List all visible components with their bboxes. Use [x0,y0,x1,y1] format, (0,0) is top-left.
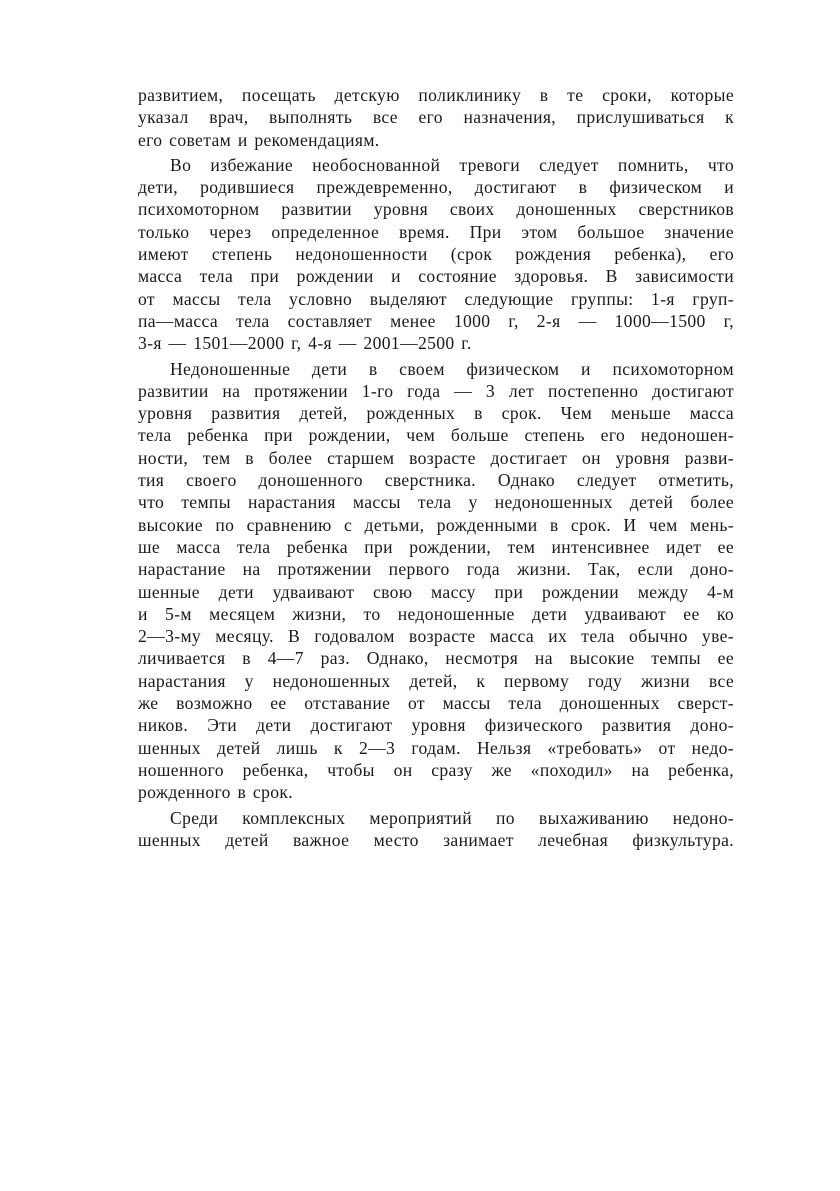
text-line: Недоношенные дети в своем физическом и психомоторном [170,358,734,379]
text-line: имеют степень недоношенности (срок рождения ребенка), его [138,244,734,265]
paragraph [138,807,734,852]
text-line: тела ребенка при рождении, чем больше степень его недоношен- [138,425,734,446]
text-line: масса тела при рождении и состояние здоровья. В зависимости [138,266,734,287]
text-line: что темпы нарастания массы тела у недоношенных детей более [138,492,734,513]
text-line: уровня развития детей, рожденных в срок. Чем меньше масса [138,403,734,424]
paragraph [138,84,734,151]
text-line: 3-я — 1501—2000 г, 4-я — 2001—2500 г. [138,333,472,354]
text-line: развитии на протяжении 1-го года — 3 лет постепенно достигают [138,380,734,401]
text-line: личивается в 4—7 раз. Однако, несмотря на высокие темпы ее [138,648,734,669]
text-line: и 5-м месяцем жизни, то недоношенные дети удваивают ее ко [138,603,734,624]
paragraph [138,358,734,804]
text-line: па—масса тела составляет менее 1000 г, 2-я — 1000—1500 г, [138,310,734,331]
text-line: только через определенное время. При этом большое значение [138,221,734,242]
text-line: шенных детей лишь к 2—3 годам. Нельзя «требовать» от недо- [138,737,734,758]
text-line: Во избежание необоснованной тревоги следует помнить, что [170,154,734,175]
text-line: ности, тем в более старшем возрасте достигает он уровня разви- [138,447,734,468]
text-line: указал врач, выполнять все его назначения, прислушиваться к [138,107,734,128]
text-line: психомоторном развитии уровня своих доношенных сверстников [138,199,734,220]
text-line: шенных детей важное место занимает лечебная физкультура. [138,829,734,850]
text-line: развитием, посещать детскую поликлинику в те сроки, которые [138,85,734,105]
text-line: тия своего доношенного сверстника. Однако следует отметить, [138,470,734,491]
text-line: 2—3-му месяцу. В годовалом возрасте масса их тела обычно уве- [138,626,734,647]
text-line: шенные дети удваивают свою массу при рождении между 4-м [138,581,734,602]
text-line: высокие по сравнению с детьми, рожденными в срок. И чем мень- [138,514,734,535]
text-line: ношенного ребенка, чтобы он сразу же «походил» на ребенка, [138,759,734,780]
text-line: рожденного в срок. [138,782,294,803]
text-line: ше масса тела ребенка при рождении, тем интенсивнее идет ее [138,536,734,557]
text-line: же возможно ее отставание от массы тела доношенных сверст- [138,693,734,714]
text-line: нарастание на протяжении первого года жизни. Так, если доно- [138,559,734,580]
text-line: его советам и рекомендациям. [138,129,380,150]
text-line: от массы тела условно выделяют следующие группы: 1-я груп- [138,288,734,309]
paragraph [138,154,734,355]
text-line: ников. Эти дети достигают уровня физического развития доно- [138,715,734,736]
text-line: нарастания у недоношенных детей, к первому году жизни все [138,670,734,691]
text-line: Среди комплексных мероприятий по выхаживанию недоно- [170,807,734,828]
text-line: дети, родившиеся преждевременно, достигают в физическом и [138,177,734,198]
body-text [138,84,734,851]
